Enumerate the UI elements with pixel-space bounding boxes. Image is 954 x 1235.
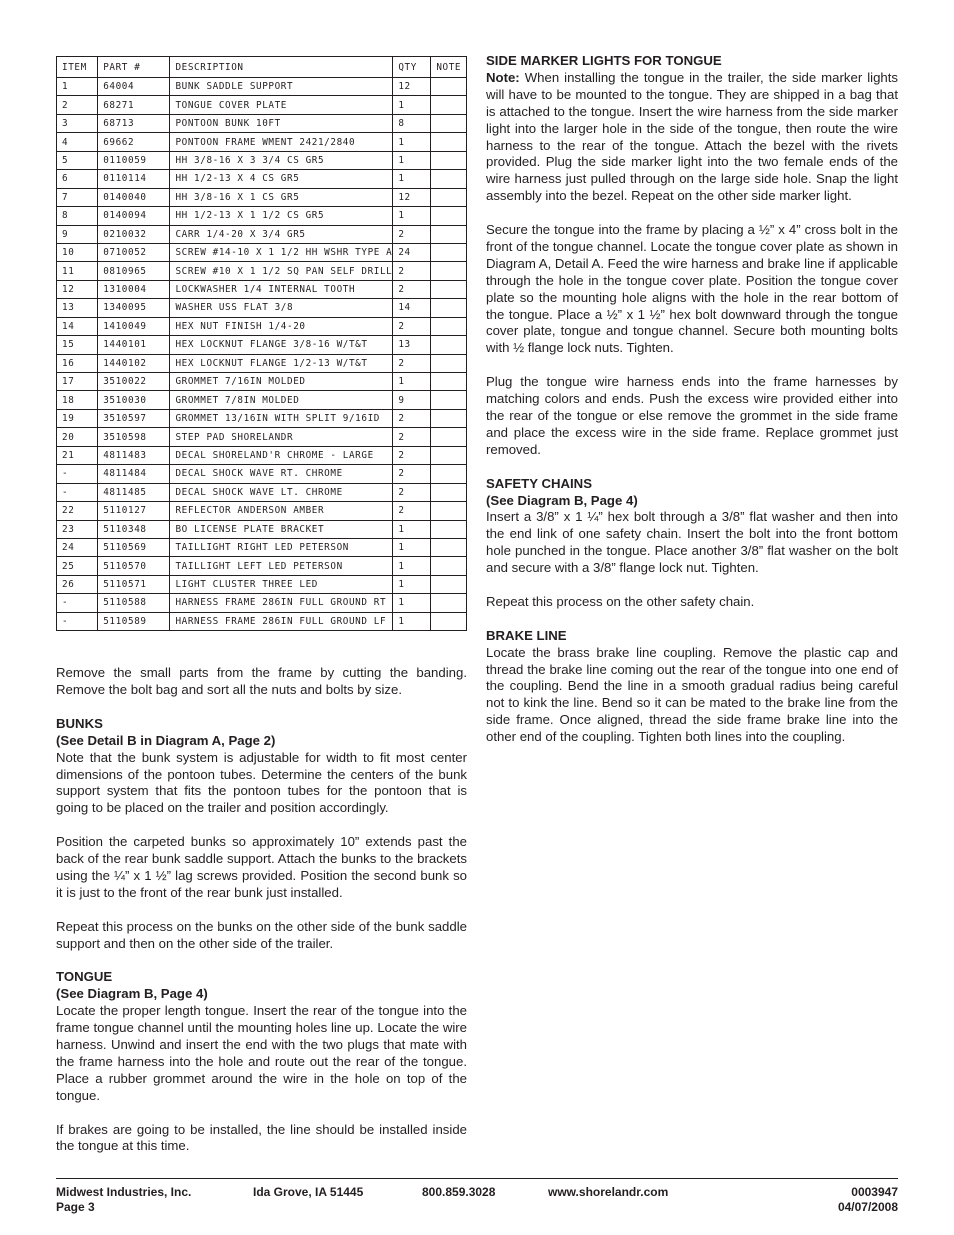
- cell-note: [431, 575, 467, 593]
- cell-description: HH 1/2-13 X 4 CS GR5: [170, 170, 393, 188]
- cell-qty: 1: [393, 612, 431, 630]
- cell-qty: 1: [393, 520, 431, 538]
- cell-part: 5110570: [98, 557, 170, 575]
- cell-note: [431, 207, 467, 225]
- table-row: [57, 262, 467, 280]
- cell-note: [431, 520, 467, 538]
- cell-note: [431, 151, 467, 169]
- cell-part: 64004: [98, 78, 170, 96]
- cell-qty: 12: [393, 78, 431, 96]
- cell-description: PONTOON FRAME WMENT 2421/2840: [170, 133, 393, 151]
- cell-description: PONTOON BUNK 10FT: [170, 114, 393, 132]
- cell-note: [431, 538, 467, 556]
- cell-item: 9: [57, 225, 98, 243]
- cell-item: 4: [57, 133, 98, 151]
- table-row: [57, 354, 467, 372]
- cell-item: 5: [57, 151, 98, 169]
- cell-qty: 2: [393, 446, 431, 464]
- left-column: [56, 56, 467, 1155]
- cell-item: -: [57, 594, 98, 612]
- cell-description: SCREW #14-10 X 1 1/2 HH WSHR TYPE A: [170, 243, 393, 261]
- cell-part: 1410049: [98, 317, 170, 335]
- footer-city: Ida Grove, IA 51445: [253, 1185, 364, 1199]
- cell-description: GROMMET 7/16IN MOLDED: [170, 373, 393, 391]
- cell-qty: 2: [393, 428, 431, 446]
- tongue-subheading: (See Diagram B, Page 4): [56, 986, 208, 1002]
- cell-item: -: [57, 612, 98, 630]
- cell-qty: 2: [393, 502, 431, 520]
- cell-description: HEX LOCKNUT FLANGE 1/2-13 W/T&T: [170, 354, 393, 372]
- cell-qty: 1: [393, 538, 431, 556]
- table-row: [57, 520, 467, 538]
- footer-company-block: [56, 1185, 191, 1215]
- cell-description: BUNK SADDLE SUPPORT: [170, 78, 393, 96]
- cell-note: [431, 96, 467, 114]
- cell-item: 17: [57, 373, 98, 391]
- safety-chains-heading: SAFETY CHAINS: [486, 475, 593, 491]
- cell-qty: 9: [393, 391, 431, 409]
- cell-qty: 1: [393, 373, 431, 391]
- cell-item: 11: [57, 262, 98, 280]
- table-row: [57, 391, 467, 409]
- cell-description: TAILLIGHT RIGHT LED PETERSON: [170, 538, 393, 556]
- table-row: [57, 373, 467, 391]
- tongue-section: [56, 969, 467, 1155]
- table-row: [57, 538, 467, 556]
- cell-item: 14: [57, 317, 98, 335]
- header-note: NOTE: [431, 57, 467, 78]
- cell-part: 5110348: [98, 520, 170, 538]
- cell-note: [431, 465, 467, 483]
- table-row: [57, 299, 467, 317]
- cell-description: TAILLIGHT LEFT LED PETERSON: [170, 557, 393, 575]
- cell-item: 2: [57, 96, 98, 114]
- side-marker-note: [486, 70, 898, 205]
- cell-item: 13: [57, 299, 98, 317]
- cell-description: BO LICENSE PLATE BRACKET: [170, 520, 393, 538]
- table-row: [57, 612, 467, 630]
- table-row: [57, 96, 467, 114]
- cell-note: [431, 612, 467, 630]
- header-description: DESCRIPTION: [170, 57, 393, 78]
- cell-note: [431, 428, 467, 446]
- cell-qty: 13: [393, 336, 431, 354]
- table-row: [57, 170, 467, 188]
- cell-item: 21: [57, 446, 98, 464]
- cell-note: [431, 170, 467, 188]
- cell-part: 5110589: [98, 612, 170, 630]
- cell-part: 4811483: [98, 446, 170, 464]
- cell-description: HARNESS FRAME 286IN FULL GROUND LF: [170, 612, 393, 630]
- cell-note: [431, 299, 467, 317]
- safety-chains-subheading: (See Diagram B, Page 4): [486, 492, 638, 508]
- header-part: PART #: [98, 57, 170, 78]
- safety-chains-paragraph-2: Repeat this process on the other safety chain.: [486, 593, 755, 609]
- cell-description: LOCKWASHER 1/4 INTERNAL TOOTH: [170, 280, 393, 298]
- cell-qty: 12: [393, 188, 431, 206]
- cell-part: 69662: [98, 133, 170, 151]
- cell-qty: 1: [393, 575, 431, 593]
- table-row: [57, 317, 467, 335]
- brake-line-heading: BRAKE LINE: [486, 627, 567, 643]
- cell-part: 0810965: [98, 262, 170, 280]
- cell-note: [431, 391, 467, 409]
- cell-note: [431, 114, 467, 132]
- cell-part: 0110114: [98, 170, 170, 188]
- cell-description: CARR 1/4-20 X 3/4 GR5: [170, 225, 393, 243]
- cell-item: 15: [57, 336, 98, 354]
- cell-item: 3: [57, 114, 98, 132]
- table-row: [57, 336, 467, 354]
- cell-description: DECAL SHOCK WAVE LT. CHROME: [170, 483, 393, 501]
- footer-company: Midwest Industries, Inc.: [56, 1185, 192, 1199]
- cell-item: 8: [57, 207, 98, 225]
- table-row: [57, 428, 467, 446]
- cell-description: STEP PAD SHORELANDR: [170, 428, 393, 446]
- cell-description: DECAL SHORELAND'R CHROME - LARGE: [170, 446, 393, 464]
- tongue-heading: TONGUE: [56, 969, 113, 985]
- cell-part: 4811484: [98, 465, 170, 483]
- cell-part: 5110571: [98, 575, 170, 593]
- cell-description: HH 3/8-16 X 1 CS GR5: [170, 188, 393, 206]
- cell-qty: 2: [393, 317, 431, 335]
- cell-qty: 1: [393, 594, 431, 612]
- cell-item: 10: [57, 243, 98, 261]
- cell-qty: 8: [393, 114, 431, 132]
- cell-description: HH 1/2-13 X 1 1/2 CS GR5: [170, 207, 393, 225]
- cell-note: [431, 78, 467, 96]
- cell-part: 0140094: [98, 207, 170, 225]
- table-row: [57, 446, 467, 464]
- footer-divider: [56, 1178, 898, 1179]
- cell-part: 1340095: [98, 299, 170, 317]
- cell-part: 1310004: [98, 280, 170, 298]
- table-row: [57, 133, 467, 151]
- cell-part: 3510022: [98, 373, 170, 391]
- cell-description: HARNESS FRAME 286IN FULL GROUND RT: [170, 594, 393, 612]
- cell-item: 20: [57, 428, 98, 446]
- table-row: [57, 243, 467, 261]
- cell-qty: 14: [393, 299, 431, 317]
- cell-part: 0140040: [98, 188, 170, 206]
- cell-note: [431, 354, 467, 372]
- table-row: [57, 409, 467, 427]
- cell-qty: 2: [393, 465, 431, 483]
- cell-item: 19: [57, 409, 98, 427]
- cell-note: [431, 483, 467, 501]
- cell-note: [431, 594, 467, 612]
- cell-description: GROMMET 7/8IN MOLDED: [170, 391, 393, 409]
- footer-doc-block: [838, 1185, 898, 1215]
- footer-page: Page 3: [56, 1200, 95, 1214]
- cell-qty: 2: [393, 262, 431, 280]
- cell-qty: 1: [393, 151, 431, 169]
- cell-part: 4811485: [98, 483, 170, 501]
- cell-item: 6: [57, 170, 98, 188]
- side-marker-paragraph-2: Plug the tongue wire harness ends into the frame harnesses by matching colors and ends. Push the excess wire provided either into the rear of the tongue or else remove the grommet in the side frame and place the excess wire in the side frame. Replace grommet just removed.: [486, 374, 898, 457]
- footer-phone: 800.859.3028: [422, 1185, 496, 1199]
- parts-table: [56, 56, 467, 631]
- cell-part: 0110059: [98, 151, 170, 169]
- cell-part: 1440102: [98, 354, 170, 372]
- cell-description: HH 3/8-16 X 3 3/4 CS GR5: [170, 151, 393, 169]
- cell-item: 24: [57, 538, 98, 556]
- table-row: [57, 151, 467, 169]
- cell-item: 22: [57, 502, 98, 520]
- cell-part: 5110588: [98, 594, 170, 612]
- cell-note: [431, 262, 467, 280]
- cell-note: [431, 188, 467, 206]
- cell-note: [431, 557, 467, 575]
- note-text: When installing the tongue in the trailer, the side marker lights will have to be mounted to the tongue. They are shipped in a bag that is attached to the tongue. Insert the wire harness from the side marker light into the larger hole in the side of the tongue, then route the wire harness to the rear of the tongue. Attach the bezel with the rivets provided. Plug the side marker light into the two female ends of the wire harness just pulled through on the large side hole. Snap the light assembly into the bezel. Repeat on the other side marker light.: [486, 69, 899, 204]
- cell-qty: 2: [393, 280, 431, 298]
- side-marker-heading: SIDE MARKER LIGHTS FOR TONGUE: [486, 53, 722, 68]
- cell-part: 5110569: [98, 538, 170, 556]
- safety-chains-section: [486, 476, 898, 611]
- table-row: [57, 188, 467, 206]
- cell-description: REFLECTOR ANDERSON AMBER: [170, 502, 393, 520]
- table-row: [57, 280, 467, 298]
- cell-part: 68271: [98, 96, 170, 114]
- cell-note: [431, 243, 467, 261]
- cell-qty: 1: [393, 133, 431, 151]
- cell-item: -: [57, 483, 98, 501]
- cell-part: 3510597: [98, 409, 170, 427]
- cell-item: 25: [57, 557, 98, 575]
- bunks-paragraph-1: Note that the bunk system is adjustable for width to fit most center dimensions of the pontoon tubes. Determine the centers of the bunk support system that fits the pontoon tubes for the pontoon that is going to be placed on the trailer and position accordingly.: [56, 749, 467, 816]
- cell-qty: 1: [393, 557, 431, 575]
- cell-part: 3510598: [98, 428, 170, 446]
- cell-qty: 2: [393, 409, 431, 427]
- cell-part: 0210032: [98, 225, 170, 243]
- cell-note: [431, 446, 467, 464]
- cell-part: 5110127: [98, 502, 170, 520]
- cell-item: 23: [57, 520, 98, 538]
- bunks-section: [56, 716, 467, 953]
- header-item: ITEM: [57, 57, 98, 78]
- cell-description: DECAL SHOCK WAVE RT. CHROME: [170, 465, 393, 483]
- cell-description: SCREW #10 X 1 1/2 SQ PAN SELF DRILL: [170, 262, 393, 280]
- cell-item: 18: [57, 391, 98, 409]
- footer-doc-number: 0003947: [851, 1185, 898, 1199]
- tongue-paragraph-1: Locate the proper length tongue. Insert the rear of the tongue into the frame tongue channel until the mounting holes line up. Locate the wire harness. Unwind and insert the end with the two plugs that mate with the frame harness into the hole and route out the rear of the tongue. Place a rubber grommet around the wire in the hole on top of the tongue.: [56, 1003, 467, 1103]
- cell-description: GROMMET 13/16IN WITH SPLIT 9/16ID: [170, 409, 393, 427]
- cell-description: LIGHT CLUSTER THREE LED: [170, 575, 393, 593]
- cell-description: WASHER USS FLAT 3/8: [170, 299, 393, 317]
- cell-part: 3510030: [98, 391, 170, 409]
- cell-note: [431, 133, 467, 151]
- cell-part: 0710052: [98, 243, 170, 261]
- brake-line-section: [486, 628, 898, 746]
- cell-part: 68713: [98, 114, 170, 132]
- tongue-paragraph-2: If brakes are going to be installed, the line should be installed inside the tongue at this time.: [56, 1121, 467, 1154]
- cell-item: 12: [57, 280, 98, 298]
- cell-qty: 24: [393, 243, 431, 261]
- side-marker-paragraph-1: Secure the tongue into the frame by placing a ½” x 4” cross bolt in the front of the tongue channel. Locate the tongue cover plate as shown in Diagram A, Detail A. Feed the wire harness and brake line if applicable through the hole in the tongue cover plate. Position the tongue cover plate so the mounting hole aligns with the hole in the rear bottom of the tongue. Place a ½” x 1 ½” hex bolt downward through the tongue cover plate, tongue and tongue channel. Secure both mounting bolts with ½ flange lock nuts. Tighten.: [486, 222, 898, 356]
- cell-note: [431, 373, 467, 391]
- bunks-paragraph-3: Repeat this process on the bunks on the other side of the bunk saddle support and then on the other side of the trailer.: [56, 918, 467, 951]
- bunks-paragraph-2: Position the carpeted bunks so approximately 10” extends past the back of the rear bunk saddle support. Attach the bunks to the brackets using the ¼” x 1 ½” lag screws provided. Position the second bunk so it is just to the front of the rear bunk just installed.: [56, 834, 467, 900]
- cell-item: 7: [57, 188, 98, 206]
- table-row: [57, 557, 467, 575]
- cell-item: 1: [57, 78, 98, 96]
- cell-description: TONGUE COVER PLATE: [170, 96, 393, 114]
- parts-table-body: [57, 78, 467, 631]
- cell-item: -: [57, 465, 98, 483]
- header-qty: QTY: [393, 57, 431, 78]
- bunks-heading: BUNKS: [56, 715, 103, 731]
- cell-part: 1440101: [98, 336, 170, 354]
- table-row: [57, 594, 467, 612]
- intro-text: Remove the small parts from the frame by cutting the banding. Remove the bolt bag and sort all the nuts and bolts by size.: [56, 665, 467, 698]
- cell-item: 26: [57, 575, 98, 593]
- brake-line-paragraph-1: Locate the brass brake line coupling. Remove the plastic cap and thread the brake line coming out the rear of the tongue into one end of the coupling. Bend the line in a smooth gradual radius being careful not to kink the line. Bend so it can be mated to the brake line from the side frame. Once aligned, thread the side frame brake line into the other end of the coupling. Tighten both lines into the coupling.: [486, 644, 898, 745]
- cell-qty: 2: [393, 483, 431, 501]
- cell-note: [431, 225, 467, 243]
- table-row: [57, 483, 467, 501]
- cell-qty: 2: [393, 225, 431, 243]
- safety-chains-paragraph-1: Insert a 3/8” x 1 ¼” hex bolt through a 3/8” flat washer and then into the end link of one safety chain. Insert the bolt into the front bottom hole punched in the tongue. Place another 3/8” flat washer on the bolt and secure with a 3/8” flange lock nut. Tighten.: [486, 509, 898, 576]
- note-label: Note:: [486, 69, 520, 85]
- cell-qty: 2: [393, 354, 431, 372]
- cell-qty: 1: [393, 170, 431, 188]
- cell-qty: 1: [393, 96, 431, 114]
- table-row: [57, 207, 467, 225]
- table-row: [57, 575, 467, 593]
- cell-qty: 1: [393, 207, 431, 225]
- bunks-subheading: (See Detail B in Diagram A, Page 2): [56, 732, 276, 748]
- cell-description: HEX NUT FINISH 1/4-20: [170, 317, 393, 335]
- table-row: [57, 114, 467, 132]
- intro-section: [56, 665, 467, 699]
- right-column: [486, 53, 898, 746]
- cell-note: [431, 280, 467, 298]
- parts-table-header: [57, 57, 467, 78]
- cell-note: [431, 409, 467, 427]
- side-marker-section: [486, 53, 898, 459]
- cell-note: [431, 336, 467, 354]
- table-row: [57, 502, 467, 520]
- footer-website: www.shorelandr.com: [548, 1185, 669, 1199]
- table-row: [57, 225, 467, 243]
- footer-date: 04/07/2008: [837, 1200, 898, 1214]
- table-row: [57, 78, 467, 96]
- cell-note: [431, 317, 467, 335]
- cell-item: 16: [57, 354, 98, 372]
- cell-description: HEX LOCKNUT FLANGE 3/8-16 W/T&T: [170, 336, 393, 354]
- table-row: [57, 465, 467, 483]
- cell-note: [431, 502, 467, 520]
